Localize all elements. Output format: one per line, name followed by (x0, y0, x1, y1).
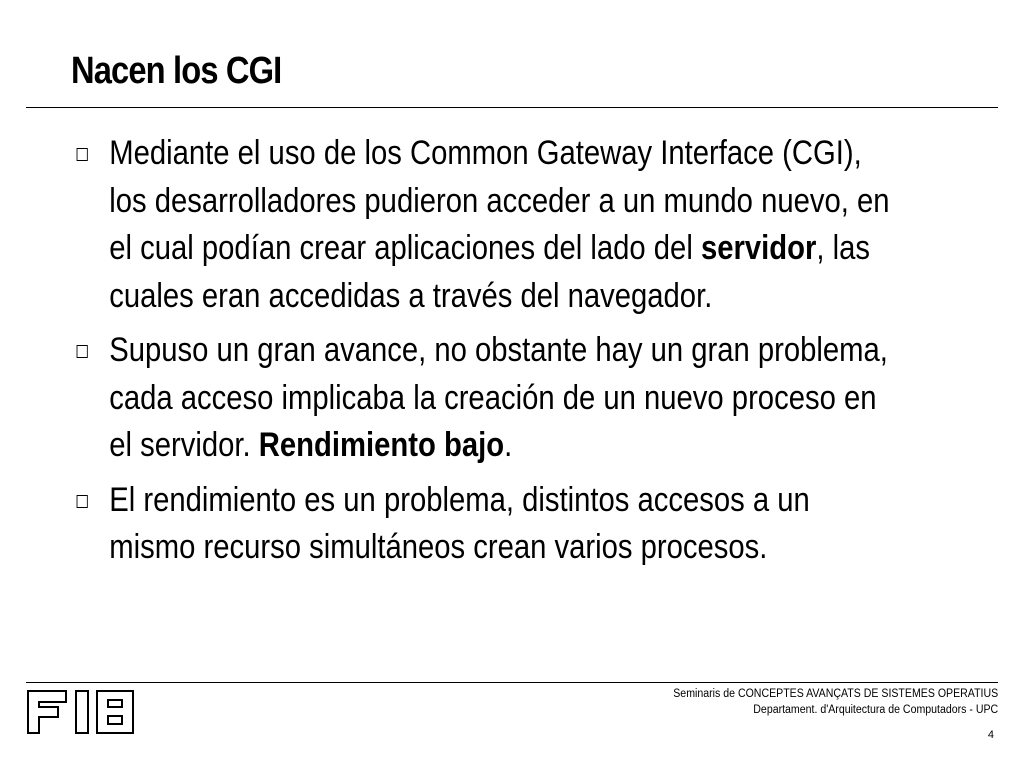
slide-title: Nacen los CGI (71, 50, 282, 92)
footer-divider (26, 682, 998, 683)
bullet-text: . (504, 426, 513, 464)
bullet-line (109, 225, 1020, 273)
footer-course: Seminaris de CONCEPTES AVANÇATS DE SISTEMES OPERATIUS (673, 688, 998, 700)
square-bullet-icon (77, 495, 88, 508)
bullet-line (109, 178, 1020, 226)
bullet-text: el servidor. (109, 426, 259, 464)
bullet-line (109, 477, 1020, 525)
page-number: 4 (987, 729, 994, 741)
bullet-text: cuales eran accedidas a través del navegador. (109, 276, 713, 315)
bullet-text: Mediante el uso de los Common Gateway Interface (CGI), (109, 134, 862, 172)
bullet-text: el cual podían crear aplicaciones del lado del (109, 229, 701, 267)
square-bullet-icon (77, 148, 88, 161)
bullet-line (109, 273, 1020, 321)
fib-logo (26, 689, 138, 735)
emphasis-text: servidor (700, 229, 817, 267)
bullet-item (74, 327, 1020, 470)
bullet-line (109, 327, 1020, 375)
bullet-text: mismo recurso simultáneos crean varios procesos. (109, 528, 768, 566)
title-divider (26, 107, 998, 108)
bullet-text: , las (816, 229, 870, 267)
bullet-text: cada acceso implicaba la creación de un nuevo proceso en (109, 378, 877, 417)
bullet-line (109, 524, 1020, 572)
bullet-item (74, 477, 1020, 572)
square-bullet-icon (77, 345, 88, 358)
footer-text (673, 686, 998, 718)
bullet-item (74, 130, 1020, 320)
emphasis-text: Rendimiento bajo (258, 426, 505, 464)
bullet-text: los desarrolladores pudieron acceder a un mundo nuevo, en (109, 181, 890, 220)
bullet-text: Supuso un gran avance, no obstante hay un gran problema, (109, 331, 888, 369)
footer-department: Departament. d'Arquitectura de Computadors - UPC (753, 704, 998, 716)
bullet-list (74, 130, 1020, 579)
bullet-line (109, 375, 1020, 423)
bullet-text: El rendimiento es un problema, distintos accesos a un (109, 480, 810, 519)
bullet-line (109, 422, 1020, 470)
bullet-line (109, 130, 1020, 178)
